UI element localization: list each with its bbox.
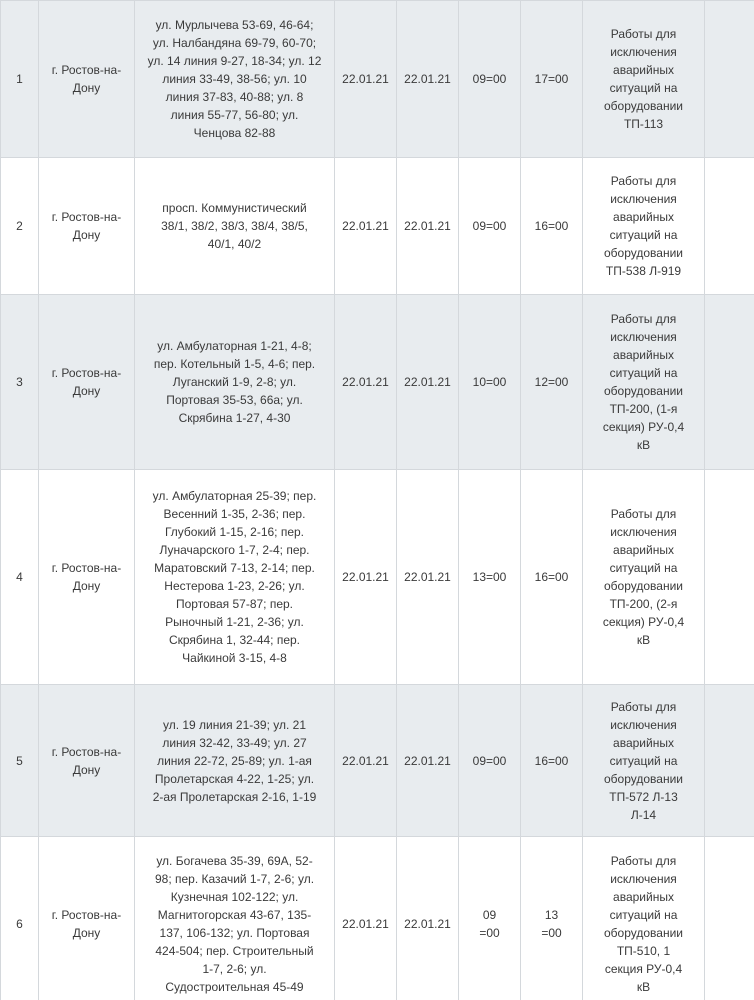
work-description-cell bbox=[583, 1, 705, 158]
row-number-text: 5 bbox=[16, 753, 23, 768]
addresses-line: Весенний 1-35, 2-36; пер. bbox=[163, 507, 306, 521]
addresses-line: линия 22-72, 25-89; ул. 1-ая bbox=[157, 753, 312, 768]
work-description-line: кВ bbox=[636, 980, 651, 994]
start-date-text: 22.01.21 bbox=[342, 219, 389, 233]
addresses-cell bbox=[135, 158, 335, 295]
end-time-line: =00 bbox=[541, 926, 562, 940]
end-time-cell bbox=[521, 685, 583, 837]
start-time-cell bbox=[459, 295, 521, 470]
work-description-line: кВ bbox=[636, 633, 651, 647]
outage-table-body bbox=[1, 1, 754, 1000]
row-number-cell bbox=[1, 295, 39, 470]
start-date-text: 22.01.21 bbox=[342, 917, 389, 931]
work-description-line: Л-14 bbox=[630, 807, 657, 822]
city-line: Дону bbox=[72, 384, 101, 398]
row-number-cell bbox=[1, 470, 39, 685]
work-description-line: Работы для bbox=[610, 174, 677, 188]
work-description-line: исключения bbox=[610, 525, 677, 539]
addresses-line: 98; пер. Казачий 1-7, 2-6; ул. bbox=[154, 872, 315, 886]
start-date-cell bbox=[335, 1, 397, 158]
table-row bbox=[1, 1, 754, 158]
work-description-line: ситуаций на bbox=[609, 753, 678, 768]
row-number-cell bbox=[1, 685, 39, 837]
row-number-cell bbox=[1, 1, 39, 158]
addresses-line: линия 33-49, 38-56; ул. 10 bbox=[162, 72, 307, 86]
addresses-cell bbox=[135, 837, 335, 1000]
end-date-text: 22.01.21 bbox=[404, 72, 451, 86]
work-description-line: секция РУ-0,4 bbox=[604, 962, 683, 976]
work-description-cell bbox=[583, 470, 705, 685]
city-line: Дону bbox=[72, 228, 101, 242]
addresses-line: линия 55-77, 56-80; ул. bbox=[170, 108, 299, 122]
start-time-line: =00 bbox=[479, 926, 500, 940]
table-row bbox=[1, 837, 754, 1000]
extra-empty-cell bbox=[705, 837, 754, 1000]
work-description-line: ТП-200, (1-я bbox=[609, 402, 678, 416]
city-cell bbox=[39, 295, 135, 470]
city-cell bbox=[39, 837, 135, 1000]
addresses-line: ул. 19 линия 21-39; ул. 21 bbox=[162, 717, 307, 732]
addresses-line: Чайкиной 3-15, 4-8 bbox=[182, 651, 287, 665]
addresses-cell bbox=[135, 1, 335, 158]
city-line: Дону bbox=[72, 926, 101, 940]
row-number-text: 1 bbox=[16, 72, 23, 86]
work-description-line: оборудовании bbox=[604, 246, 683, 260]
addresses-line: Кузнечная 102-122; ул. bbox=[170, 890, 299, 904]
end-date-cell bbox=[397, 470, 459, 685]
city-line: г. Ростов-на- bbox=[51, 561, 122, 575]
addresses-line: 2-ая Пролетарская 2-16, 1-19 bbox=[152, 789, 317, 804]
table-row bbox=[1, 158, 754, 295]
row-number-text: 4 bbox=[16, 570, 23, 584]
start-date-cell bbox=[335, 295, 397, 470]
work-description-line: аварийных bbox=[613, 890, 674, 904]
start-time-cell bbox=[459, 158, 521, 295]
work-description-line: аварийных bbox=[613, 348, 674, 362]
city-line: Дону bbox=[72, 579, 101, 593]
end-date-cell bbox=[397, 837, 459, 1000]
addresses-cell bbox=[135, 470, 335, 685]
work-description-line: ситуаций на bbox=[609, 561, 678, 575]
end-date-cell bbox=[397, 1, 459, 158]
start-time-line: 13=00 bbox=[472, 570, 507, 584]
addresses-line: Маратовский 7-13, 2-14; пер. bbox=[154, 561, 315, 575]
addresses-cell bbox=[135, 685, 335, 837]
end-date-text: 22.01.21 bbox=[404, 219, 451, 233]
addresses-line: Пролетарская 4-22, 1-25; ул. bbox=[154, 771, 315, 786]
end-date-text: 22.01.21 bbox=[404, 375, 451, 389]
work-description-line: аварийных bbox=[613, 543, 674, 557]
addresses-line: Скрябина 1, 32-44; пер. bbox=[168, 633, 301, 647]
work-description-line: исключения bbox=[610, 45, 677, 59]
work-description-line: ситуаций на bbox=[609, 81, 678, 95]
addresses-line: ул. Амбулаторная 1-21, 4-8; bbox=[157, 339, 312, 353]
addresses-line: 424-504; пер. Строительный bbox=[155, 944, 314, 958]
start-time-cell bbox=[459, 837, 521, 1000]
start-time-line: 09=00 bbox=[472, 219, 507, 233]
end-date-text: 22.01.21 bbox=[404, 753, 451, 768]
work-description-line: оборудовании bbox=[604, 926, 683, 940]
work-description-line: ситуаций на bbox=[609, 366, 678, 380]
addresses-line: Судостроительная 45-49 bbox=[165, 980, 304, 994]
addresses-line: Нестерова 1-23, 2-26; ул. bbox=[164, 579, 305, 593]
work-description-line: аварийных bbox=[613, 210, 674, 224]
extra-empty-cell bbox=[705, 158, 754, 295]
table-row bbox=[1, 295, 754, 470]
work-description-line: оборудовании bbox=[604, 579, 683, 593]
addresses-line: Рыночный 1-21, 2-36; ул. bbox=[165, 615, 304, 629]
addresses-line: 137, 106-132; ул. Портовая bbox=[159, 926, 310, 940]
city-cell bbox=[39, 685, 135, 837]
city-cell bbox=[39, 470, 135, 685]
city-line: г. Ростов-на- bbox=[51, 744, 122, 759]
end-time-cell bbox=[521, 1, 583, 158]
work-description-line: исключения bbox=[610, 330, 677, 344]
city-line: г. Ростов-на- bbox=[51, 210, 122, 224]
end-date-text: 22.01.21 bbox=[404, 917, 451, 931]
start-date-cell bbox=[335, 158, 397, 295]
end-time-line: 16=00 bbox=[534, 753, 569, 768]
work-description-line: ТП-200, (2-я bbox=[609, 597, 678, 611]
work-description-line: секция) РУ-0,4 bbox=[602, 615, 685, 629]
work-description-cell bbox=[583, 295, 705, 470]
addresses-line: Скрябина 1-27, 4-30 bbox=[178, 411, 291, 425]
addresses-line: 1-7, 2-6; ул. bbox=[202, 962, 267, 976]
end-time-line: 16=00 bbox=[534, 570, 569, 584]
end-date-text: 22.01.21 bbox=[404, 570, 451, 584]
addresses-line: просп. Коммунистический bbox=[162, 201, 307, 215]
work-description-line: ТП-113 bbox=[623, 117, 664, 131]
work-description-line: аварийных bbox=[613, 63, 674, 77]
start-time-line: 09=00 bbox=[472, 72, 507, 86]
extra-empty-cell bbox=[705, 685, 754, 837]
city-line: Дону bbox=[72, 81, 101, 95]
work-description-line: ТП-510, 1 bbox=[616, 944, 671, 958]
addresses-line: ул. 14 линия 9-27, 18-34; ул. 12 bbox=[147, 54, 322, 68]
work-description-line: ТП-572 Л-13 bbox=[609, 789, 678, 804]
addresses-line: Портовая 35-53, 66а; ул. bbox=[166, 393, 303, 407]
end-date-cell bbox=[397, 685, 459, 837]
city-cell bbox=[39, 1, 135, 158]
extra-empty-cell bbox=[705, 1, 754, 158]
row-number-cell bbox=[1, 158, 39, 295]
city-line: г. Ростов-на- bbox=[51, 63, 122, 77]
city-line: Дону bbox=[72, 762, 101, 777]
end-time-line: 17=00 bbox=[534, 72, 569, 86]
work-description-line: Работы для bbox=[610, 312, 677, 326]
end-time-cell bbox=[521, 158, 583, 295]
addresses-line: 38/1, 38/2, 38/3, 38/4, 38/5, bbox=[161, 219, 308, 233]
start-time-line: 09 bbox=[482, 908, 497, 922]
start-time-cell bbox=[459, 685, 521, 837]
row-number-text: 6 bbox=[16, 917, 23, 931]
work-description-line: оборудовании bbox=[604, 99, 683, 113]
addresses-line: 40/1, 40/2 bbox=[207, 237, 262, 251]
work-description-line: Работы для bbox=[610, 507, 677, 521]
start-time-cell bbox=[459, 1, 521, 158]
addresses-line: Магнитогорская 43-67, 135- bbox=[157, 908, 312, 922]
work-description-line: аварийных bbox=[613, 735, 674, 750]
end-time-cell bbox=[521, 837, 583, 1000]
end-date-cell bbox=[397, 158, 459, 295]
city-line: г. Ростов-на- bbox=[51, 908, 122, 922]
addresses-line: ул. Богачева 35-39, 69А, 52- bbox=[156, 854, 313, 868]
work-description-line: Работы для bbox=[610, 699, 677, 714]
work-description-cell bbox=[583, 158, 705, 295]
work-description-cell bbox=[583, 837, 705, 1000]
work-description-line: секция) РУ-0,4 bbox=[602, 420, 685, 434]
end-time-cell bbox=[521, 470, 583, 685]
work-description-line: ТП-538 Л-919 bbox=[605, 264, 682, 278]
row-number-text: 2 bbox=[16, 219, 23, 233]
addresses-line: Луначарского 1-7, 2-4; пер. bbox=[159, 543, 310, 557]
addresses-line: ул. Амбулаторная 25-39; пер. bbox=[152, 489, 317, 503]
start-date-cell bbox=[335, 470, 397, 685]
addresses-line: Глубокий 1-15, 2-16; пер. bbox=[164, 525, 305, 539]
start-date-text: 22.01.21 bbox=[342, 570, 389, 584]
start-date-text: 22.01.21 bbox=[342, 375, 389, 389]
row-number-cell bbox=[1, 837, 39, 1000]
extra-empty-cell bbox=[705, 470, 754, 685]
addresses-line: Ченцова 82-88 bbox=[193, 126, 276, 140]
addresses-line: ул. Мурлычева 53-69, 46-64; bbox=[155, 18, 314, 32]
start-date-cell bbox=[335, 837, 397, 1000]
addresses-line: Луганский 1-9, 2-8; ул. bbox=[172, 375, 297, 389]
city-cell bbox=[39, 158, 135, 295]
end-time-line: 13 bbox=[544, 908, 559, 922]
start-date-cell bbox=[335, 685, 397, 837]
addresses-cell bbox=[135, 295, 335, 470]
addresses-line: линия 32-42, 33-49; ул. 27 bbox=[162, 735, 307, 750]
work-description-line: кВ bbox=[636, 438, 651, 452]
extra-empty-cell bbox=[705, 295, 754, 470]
end-time-line: 12=00 bbox=[534, 375, 569, 389]
work-description-line: ситуаций на bbox=[609, 228, 678, 242]
end-time-line: 16=00 bbox=[534, 219, 569, 233]
work-description-line: Работы для bbox=[610, 854, 677, 868]
start-date-text: 22.01.21 bbox=[342, 753, 389, 768]
work-description-line: ситуаций на bbox=[609, 908, 678, 922]
work-description-line: исключения bbox=[610, 717, 677, 732]
start-time-cell bbox=[459, 470, 521, 685]
work-description-line: оборудовании bbox=[604, 384, 683, 398]
work-description-line: исключения bbox=[610, 192, 677, 206]
addresses-line: линия 37-83, 40-88; ул. 8 bbox=[165, 90, 304, 104]
table-row bbox=[1, 685, 754, 837]
end-date-cell bbox=[397, 295, 459, 470]
start-time-line: 09=00 bbox=[472, 753, 507, 768]
start-time-line: 10=00 bbox=[472, 375, 507, 389]
work-description-line: оборудовании bbox=[604, 771, 683, 786]
work-description-line: исключения bbox=[610, 872, 677, 886]
work-description-cell bbox=[583, 685, 705, 837]
city-line: г. Ростов-на- bbox=[51, 366, 122, 380]
addresses-line: Портовая 57-87; пер. bbox=[175, 597, 294, 611]
table-row bbox=[1, 470, 754, 685]
work-description-line: Работы для bbox=[610, 27, 677, 41]
start-date-text: 22.01.21 bbox=[342, 72, 389, 86]
addresses-line: пер. Котельный 1-5, 4-6; пер. bbox=[153, 357, 316, 371]
addresses-line: ул. Налбандяна 69-79, 60-70; bbox=[152, 36, 317, 50]
row-number-text: 3 bbox=[16, 375, 23, 389]
end-time-cell bbox=[521, 295, 583, 470]
